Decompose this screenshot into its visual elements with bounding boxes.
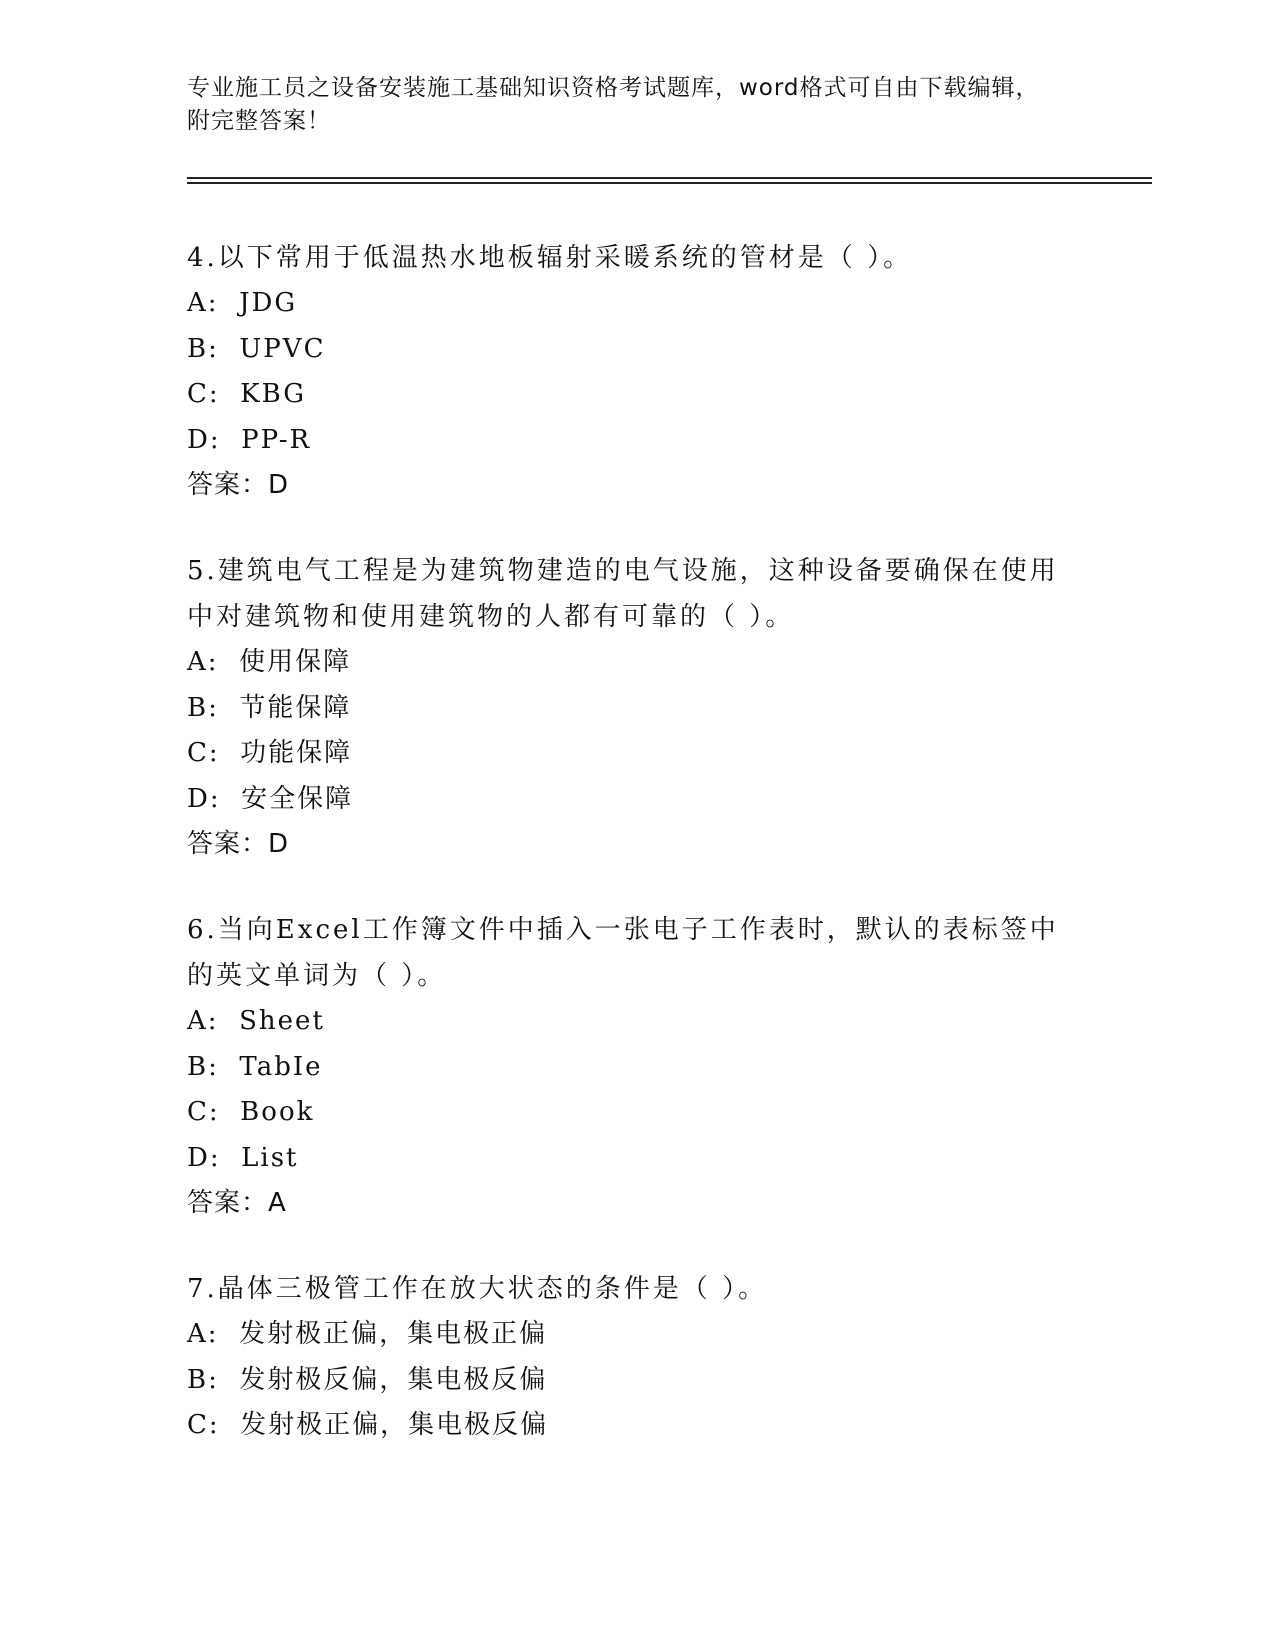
option-b: B: 发射极反偏，集电极反偏 (187, 1364, 548, 1395)
option-d: D: List (187, 1142, 299, 1173)
question-stem: 7.晶体三极管工作在放大状态的条件是（ ）。 (187, 1274, 768, 1304)
question-stem-continued: 的英文单词为（ ）。 (187, 961, 447, 991)
question-4 (187, 235, 1087, 508)
option-b: B: TabIe (187, 1051, 323, 1082)
option-a: A: 发射极正偏，集电极正偏 (187, 1319, 548, 1349)
question-list (187, 235, 1087, 1489)
option-c: C: 发射极正偏，集电极反偏 (187, 1410, 549, 1440)
header-line-1: 专业施工员之设备安装施工基础知识资格考试题库，word格式可自由下载编辑， (187, 75, 1040, 101)
question-stem: 5.建筑电气工程是为建筑物建造的电气设施，这种设备要确保在使用 (187, 556, 1059, 586)
option-c: C: KBG (187, 379, 306, 409)
option-d: D: 安全保障 (187, 783, 354, 814)
header-divider-top (187, 177, 1152, 179)
option-b: B: UPVC (187, 333, 326, 364)
answer-label: 答案：D (187, 470, 290, 500)
header-line-2: 附完整答案！ (187, 108, 331, 134)
question-5 (187, 548, 1087, 867)
question-stem: 4.以下常用于低温热水地板辐射采暖系统的管材是（ ）。 (187, 243, 913, 273)
option-a: A: 使用保障 (187, 647, 352, 677)
document-header (187, 72, 1067, 138)
answer-label: 答案：D (187, 829, 290, 859)
question-stem-continued: 中对建筑物和使用建筑物的人都有可靠的（ ）。 (187, 602, 795, 632)
option-a: A: Sheet (187, 1006, 325, 1036)
question-6 (187, 907, 1087, 1226)
answer-label: 答案：A (187, 1188, 287, 1218)
option-d: D: PP-R (187, 424, 312, 455)
question-7 (187, 1266, 1087, 1449)
option-b: B: 节能保障 (187, 692, 352, 723)
header-divider-bottom (187, 182, 1152, 184)
option-c: C: Book (187, 1097, 315, 1127)
option-a: A: JDG (187, 288, 298, 318)
question-stem: 6.当向Excel工作簿文件中插入一张电子工作表时，默认的表标签中 (187, 915, 1059, 945)
option-c: C: 功能保障 (187, 738, 353, 768)
